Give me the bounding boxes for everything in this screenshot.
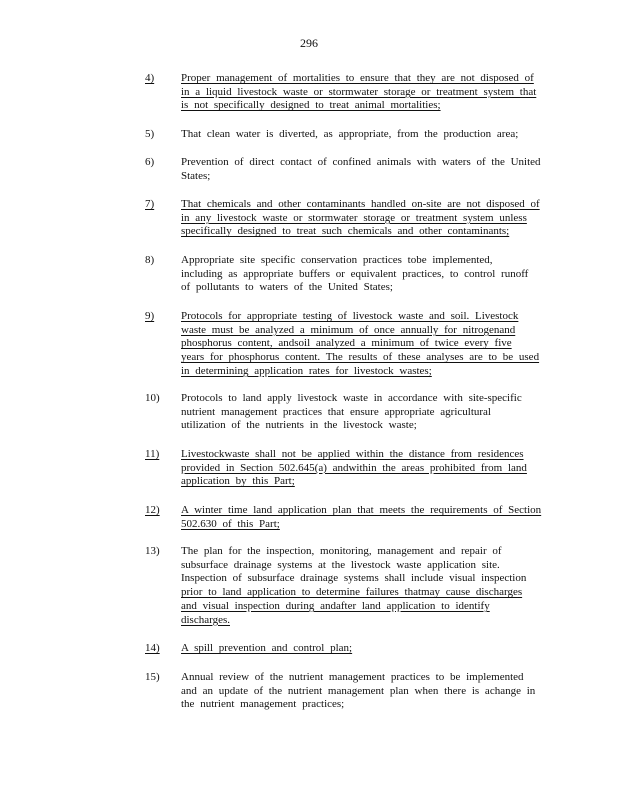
item-number: 6) xyxy=(145,156,155,168)
item-text xyxy=(181,310,541,379)
text-line: That clean water is diverted, as appropriate, from the production area; xyxy=(181,128,519,140)
item-number: 8) xyxy=(145,254,155,266)
text-line: of pollutants to waters of the United States; xyxy=(181,281,393,294)
text-line: Appropriate site specific conservation practices tobe implemented, xyxy=(181,254,493,266)
item-text xyxy=(181,504,541,531)
text-line: Protocols to land apply livestock waste in accordance with site-specific xyxy=(181,392,522,404)
item-text xyxy=(181,642,541,656)
item-number: 10) xyxy=(145,392,160,404)
item-number: 4) xyxy=(145,72,155,84)
text-line: nutrient management practices that ensure appropriate agricultural xyxy=(181,405,491,418)
text-line: A winter time land application plan that meets the requirements of Section xyxy=(181,504,542,516)
text-line: and an update of the nutrient management plan when there is achange in xyxy=(181,684,536,697)
text-line: specifically designed to treat such chemicals and other contaminants; xyxy=(181,225,510,238)
item-number: 7) xyxy=(145,198,155,210)
item-number: 12) xyxy=(145,504,160,516)
item-number: 14) xyxy=(145,642,160,654)
text-line: Prevention of direct contact of confined animals with waters of the United xyxy=(181,156,541,168)
item-number: 9) xyxy=(145,310,155,322)
item-number: 5) xyxy=(145,128,155,140)
text-line: Proper management of mortalities to ensure that they are not disposed of xyxy=(181,72,534,84)
text-line: including as appropriate buffers or equivalent practices, to control runoff xyxy=(181,267,529,280)
text-line: Livestockwaste shall not be applied within the distance from residences xyxy=(181,448,524,460)
page-number: 296 xyxy=(300,36,318,50)
text-line: is not specifically designed to treat animal mortalities; xyxy=(181,99,441,112)
item-text xyxy=(181,545,541,627)
text-line: and visual inspection during andafter land application to identify xyxy=(181,599,490,612)
text-line: Protocols for appropriate testing of livestock waste and soil. Livestock xyxy=(181,310,519,322)
text-line: 502.630 of this Part; xyxy=(181,517,280,530)
text-line: utilization of the nutrients in the livestock waste; xyxy=(181,419,417,432)
text-line: States; xyxy=(181,169,211,182)
text-line: A spill prevention and control plan; xyxy=(181,642,353,654)
text-line: discharges. xyxy=(181,613,230,626)
text-line: Inspection of subsurface drainage systems shall include visual inspection xyxy=(181,572,527,585)
item-number: 13) xyxy=(145,545,160,557)
item-text xyxy=(181,156,541,183)
text-line: Annual review of the nutrient management practices to be implemented xyxy=(181,671,524,683)
item-text xyxy=(181,254,541,295)
text-line: That chemicals and other contaminants handled on-site are not disposed of xyxy=(181,198,540,210)
text-line: waste must be analyzed a minimum of once annually for nitrogenand xyxy=(181,323,516,336)
text-line: years for phosphorus content. The results of these analyses are to be used xyxy=(181,351,540,364)
text-line: application by this Part; xyxy=(181,475,295,488)
text-line: subsurface drainage systems at the livestock waste application site. xyxy=(181,558,500,571)
text-line: in any livestock waste or stormwater storage or treatment system unless xyxy=(181,211,527,224)
item-text xyxy=(181,198,541,239)
text-line: phosphorus content, andsoil analyzed a minimum of twice every five xyxy=(181,337,512,350)
text-line: provided in Section 502.645(a) andwithin the areas prohibited from land xyxy=(181,461,527,474)
text-line: in a liquid livestock waste or stormwater storage or treatment system that xyxy=(181,85,537,98)
item-number: 11) xyxy=(145,448,160,460)
item-text xyxy=(181,448,541,489)
text-line: the nutrient management practices; xyxy=(181,698,345,711)
text-line: The plan for the inspection, monitoring, management and repair of xyxy=(181,545,502,557)
item-text xyxy=(181,392,541,433)
item-text xyxy=(181,72,541,113)
text-line: prior to land application to determine failures thatmay cause discharges xyxy=(181,586,523,599)
item-text xyxy=(181,671,541,712)
text-line: in determining application rates for livestock wastes; xyxy=(181,364,432,377)
item-number: 15) xyxy=(145,671,160,683)
item-text xyxy=(181,128,541,142)
